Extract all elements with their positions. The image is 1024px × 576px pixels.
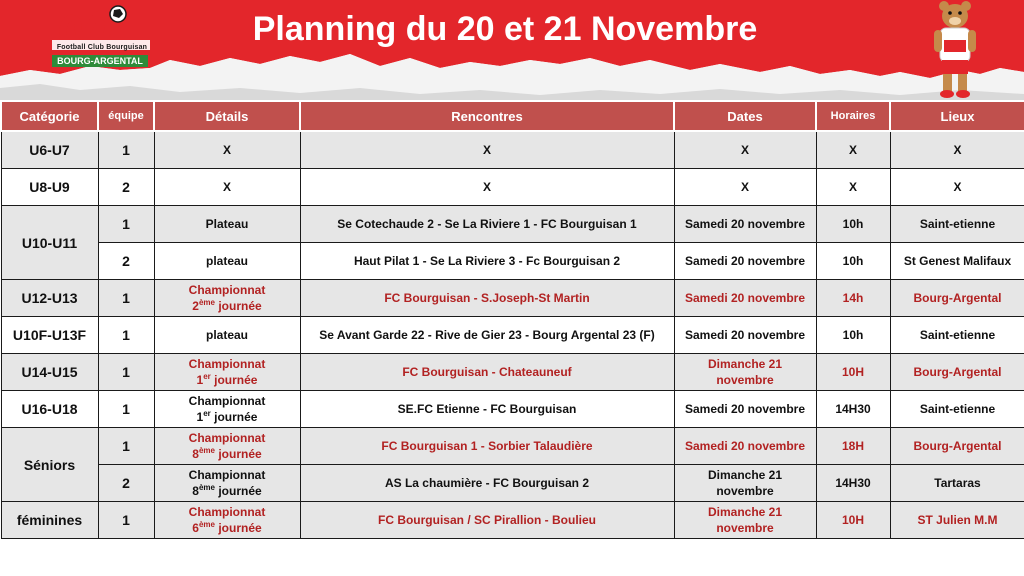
cell-lieux: Saint-etienne bbox=[890, 317, 1024, 354]
cell-categorie: U10-U11 bbox=[1, 206, 98, 280]
col-header-horaires: Horaires bbox=[816, 101, 890, 131]
cell-equipe: 2 bbox=[98, 465, 154, 502]
table-row bbox=[1, 169, 1024, 206]
cell-rencontres: SE.FC Etienne - FC Bourguisan bbox=[300, 391, 674, 428]
cell-equipe: 1 bbox=[98, 206, 154, 243]
table-row bbox=[1, 206, 1024, 243]
cell-details: X bbox=[154, 131, 300, 169]
details-journee: journée bbox=[210, 410, 258, 424]
cell-lieux: Bourg-Argental bbox=[890, 280, 1024, 317]
cell-rencontres: X bbox=[300, 169, 674, 206]
cell-horaires: 10H bbox=[816, 354, 890, 391]
cell-dates: Samedi 20 novembre bbox=[674, 391, 816, 428]
cell-dates: Samedi 20 novembre bbox=[674, 280, 816, 317]
cell-rencontres: AS La chaumière - FC Bourguisan 2 bbox=[300, 465, 674, 502]
details-journee: journée bbox=[215, 299, 262, 313]
cell-horaires: 10h bbox=[816, 243, 890, 280]
cell-categorie: U16-U18 bbox=[1, 391, 98, 428]
details-ordinal: 1 bbox=[196, 373, 204, 387]
cell-horaires: X bbox=[816, 131, 890, 169]
cell-horaires: 14h bbox=[816, 280, 890, 317]
details-journee: journée bbox=[215, 484, 262, 498]
col-header-rencontres: Rencontres bbox=[300, 101, 674, 131]
cell-horaires: 10h bbox=[816, 317, 890, 354]
planning-table bbox=[0, 100, 1024, 539]
cell-equipe: 1 bbox=[98, 131, 154, 169]
details-suffix: er bbox=[203, 409, 211, 418]
cell-equipe: 2 bbox=[98, 169, 154, 206]
cell-categorie: U10F-U13F bbox=[1, 317, 98, 354]
cell-lieux: Bourg-Argental bbox=[890, 354, 1024, 391]
mascot-bear-image bbox=[930, 0, 980, 100]
table-row bbox=[1, 391, 1024, 428]
club-name: Football Club Bourguisan bbox=[56, 44, 148, 51]
table-header-row bbox=[1, 101, 1024, 131]
cell-details bbox=[154, 280, 300, 317]
page-title: Planning du 20 et 21 Novembre bbox=[252, 10, 758, 48]
table-row bbox=[1, 280, 1024, 317]
cell-rencontres: Haut Pilat 1 - Se La Riviere 3 - Fc Bourguisan 2 bbox=[300, 243, 674, 280]
cell-rencontres: Se Cotechaude 2 - Se La Riviere 1 - FC Bourguisan 1 bbox=[300, 206, 674, 243]
cell-details bbox=[154, 354, 300, 391]
details-line: Championnat bbox=[188, 394, 266, 408]
details-suffix: ème bbox=[198, 446, 215, 455]
cell-horaires: 14H30 bbox=[816, 465, 890, 502]
cell-rencontres: FC Bourguisan - Chateauneuf bbox=[300, 354, 674, 391]
details-journee: journée bbox=[215, 521, 262, 535]
details-ordinal: 8 bbox=[192, 447, 199, 461]
cell-categorie: féminines bbox=[1, 502, 98, 539]
cell-horaires: X bbox=[816, 169, 890, 206]
cell-rencontres: X bbox=[300, 131, 674, 169]
cell-categorie: U12-U13 bbox=[1, 280, 98, 317]
cell-horaires: 10h bbox=[816, 206, 890, 243]
details-line: Championnat bbox=[188, 468, 266, 482]
details-ordinal: 2 bbox=[192, 299, 199, 313]
cell-equipe: 1 bbox=[98, 428, 154, 465]
cell-lieux: Bourg-Argental bbox=[890, 428, 1024, 465]
col-header-lieux: Lieux bbox=[890, 101, 1024, 131]
cell-lieux: X bbox=[890, 169, 1024, 206]
details-ordinal: 1 bbox=[196, 410, 204, 424]
cell-details: Plateau bbox=[154, 206, 300, 243]
cell-equipe: 1 bbox=[98, 354, 154, 391]
cell-categorie: U14-U15 bbox=[1, 354, 98, 391]
cell-categorie: U8-U9 bbox=[1, 169, 98, 206]
cell-rencontres: FC Bourguisan / SC Pirallion - Boulieu bbox=[300, 502, 674, 539]
details-ordinal: 8 bbox=[192, 484, 199, 498]
table-row bbox=[1, 354, 1024, 391]
cell-dates bbox=[674, 502, 816, 539]
cell-rencontres: FC Bourguisan 1 - Sorbier Talaudière bbox=[300, 428, 674, 465]
details-suffix: ème bbox=[198, 298, 215, 307]
dates-line1: Dimanche 21 bbox=[707, 468, 783, 482]
details-line: Championnat bbox=[188, 431, 266, 445]
cell-dates bbox=[674, 465, 816, 502]
details-ordinal: 6 bbox=[192, 521, 199, 535]
table-row bbox=[1, 428, 1024, 465]
cell-horaires: 18H bbox=[816, 428, 890, 465]
cell-dates: X bbox=[674, 131, 816, 169]
dates-line1: Dimanche 21 bbox=[707, 505, 783, 519]
cell-dates bbox=[674, 354, 816, 391]
cell-details bbox=[154, 465, 300, 502]
details-line: Championnat bbox=[188, 283, 266, 297]
col-header-equipe: équipe bbox=[98, 101, 154, 131]
cell-rencontres: Se Avant Garde 22 - Rive de Gier 23 - Bourg Argental 23 (F) bbox=[300, 317, 674, 354]
cell-rencontres: FC Bourguisan - S.Joseph-St Martin bbox=[300, 280, 674, 317]
cell-dates: Samedi 20 novembre bbox=[674, 317, 816, 354]
details-line: Championnat bbox=[188, 505, 266, 519]
cell-lieux: Saint-etienne bbox=[890, 206, 1024, 243]
cell-equipe: 1 bbox=[98, 317, 154, 354]
table-row bbox=[1, 502, 1024, 539]
cell-equipe: 1 bbox=[98, 391, 154, 428]
col-header-details: Détails bbox=[154, 101, 300, 131]
cell-equipe: 1 bbox=[98, 502, 154, 539]
cell-lieux: ST Julien M.M bbox=[890, 502, 1024, 539]
details-suffix: ème bbox=[198, 520, 215, 529]
details-journee: journée bbox=[215, 447, 262, 461]
cell-lieux: Tartaras bbox=[890, 465, 1024, 502]
dates-line2: novembre bbox=[716, 521, 774, 535]
cell-dates: X bbox=[674, 169, 816, 206]
cell-dates: Samedi 20 novembre bbox=[674, 243, 816, 280]
table-row bbox=[1, 131, 1024, 169]
table-row bbox=[1, 317, 1024, 354]
cell-equipe: 1 bbox=[98, 280, 154, 317]
cell-lieux: Saint-etienne bbox=[890, 391, 1024, 428]
dates-line1: Dimanche 21 bbox=[707, 357, 783, 371]
cell-equipe: 2 bbox=[98, 243, 154, 280]
cell-dates: Samedi 20 novembre bbox=[674, 206, 816, 243]
dates-line2: novembre bbox=[716, 373, 774, 387]
col-header-categorie: Catégorie bbox=[1, 101, 98, 131]
cell-details: plateau bbox=[154, 317, 300, 354]
cell-categorie: Séniors bbox=[1, 428, 98, 502]
cell-horaires: 10H bbox=[816, 502, 890, 539]
details-suffix: er bbox=[203, 372, 211, 381]
cell-lieux: X bbox=[890, 131, 1024, 169]
cell-horaires: 14H30 bbox=[816, 391, 890, 428]
details-line: Championnat bbox=[188, 357, 266, 371]
details-journee: journée bbox=[210, 373, 258, 387]
cell-details bbox=[154, 428, 300, 465]
table-row bbox=[1, 243, 1024, 280]
dates-line2: novembre bbox=[716, 484, 774, 498]
cell-details bbox=[154, 391, 300, 428]
col-header-dates: Dates bbox=[674, 101, 816, 131]
table-row bbox=[1, 465, 1024, 502]
cell-details bbox=[154, 502, 300, 539]
details-suffix: ème bbox=[198, 483, 215, 492]
header-banner bbox=[0, 0, 1024, 100]
cell-lieux: St Genest Malifaux bbox=[890, 243, 1024, 280]
cell-details: X bbox=[154, 169, 300, 206]
cell-dates: Samedi 20 novembre bbox=[674, 428, 816, 465]
cell-categorie: U6-U7 bbox=[1, 131, 98, 169]
club-town: BOURG-ARGENTAL bbox=[52, 55, 148, 67]
cell-details: plateau bbox=[154, 243, 300, 280]
